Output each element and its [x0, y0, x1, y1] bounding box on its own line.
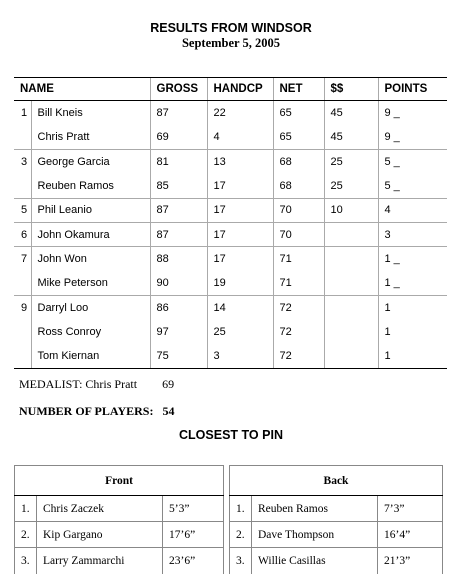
net-cell: 70: [273, 198, 324, 222]
gross-cell: 90: [150, 271, 207, 295]
points-cell: 1 _: [378, 271, 447, 295]
pin-name: Dave Thompson: [252, 522, 378, 548]
result-row: [14, 320, 447, 344]
net-cell: 68: [273, 149, 324, 173]
net-cell: 72: [273, 296, 324, 320]
money-cell: 45: [324, 101, 378, 125]
net-cell: 68: [273, 174, 324, 198]
rank-cell: 7: [14, 247, 31, 271]
name-cell: Tom Kiernan: [31, 344, 150, 368]
money-cell: 25: [324, 174, 378, 198]
pin-name: Kip Gargano: [37, 522, 163, 548]
handcp-cell: 13: [207, 149, 273, 173]
gross-cell: 86: [150, 296, 207, 320]
net-cell: 65: [273, 125, 324, 149]
column-header-net: NET: [273, 78, 324, 101]
pin-distance: 16’4”: [378, 522, 443, 548]
pin-distance: 7’3”: [378, 496, 443, 522]
pin-distance: 21’3”: [378, 548, 443, 574]
closest-to-pin-title: CLOSEST TO PIN: [179, 428, 283, 442]
name-cell: John Won: [31, 247, 150, 271]
column-header-points: POINTS: [378, 78, 447, 101]
name-cell: John Okamura: [31, 222, 150, 246]
name-cell: Mike Peterson: [31, 271, 150, 295]
name-cell: Ross Conroy: [31, 320, 150, 344]
column-header-name: NAME: [14, 78, 150, 101]
pin-distance: 17’6”: [163, 522, 224, 548]
handcp-cell: 17: [207, 198, 273, 222]
money-cell: [324, 296, 378, 320]
pin-name: Willie Casillas: [252, 548, 378, 574]
handcp-cell: 25: [207, 320, 273, 344]
gross-cell: 69: [150, 125, 207, 149]
results-header-row: [14, 78, 447, 101]
name-cell: George Garcia: [31, 149, 150, 173]
handcp-cell: 19: [207, 271, 273, 295]
points-cell: 1: [378, 344, 447, 368]
column-header-handcp: HANDCP: [207, 78, 273, 101]
result-row: [14, 198, 447, 222]
net-cell: 72: [273, 344, 324, 368]
gross-cell: 85: [150, 174, 207, 198]
page-date: September 5, 2005: [181, 36, 281, 50]
pin-name: Chris Zaczek: [37, 496, 163, 522]
results-table: [14, 77, 447, 369]
result-row: [14, 296, 447, 320]
pin-rank: 2.: [15, 522, 37, 548]
back-header: Back: [230, 466, 443, 496]
back-pin-row: [230, 548, 443, 574]
back-pin-row: [230, 522, 443, 548]
net-cell: 72: [273, 320, 324, 344]
medalist-name: Chris Pratt: [85, 377, 138, 391]
handcp-cell: 14: [207, 296, 273, 320]
rank-cell: [14, 320, 31, 344]
rank-cell: 3: [14, 149, 31, 173]
rank-cell: [14, 271, 31, 295]
net-cell: 71: [273, 271, 324, 295]
net-cell: 71: [273, 247, 324, 271]
pin-rank: 1.: [15, 496, 37, 522]
name-cell: Phil Leanio: [31, 198, 150, 222]
front-pin-row: [15, 496, 224, 522]
back-pin-row: [230, 496, 443, 522]
money-cell: 10: [324, 198, 378, 222]
money-cell: 25: [324, 149, 378, 173]
result-row: [14, 271, 447, 295]
gross-cell: 88: [150, 247, 207, 271]
players-count: 54: [162, 404, 175, 418]
medalist-line: [19, 377, 174, 392]
column-header-money: $$: [324, 78, 378, 101]
result-row: [14, 101, 447, 125]
medalist-score: 69: [162, 377, 175, 391]
front-pin-row: [15, 522, 224, 548]
name-cell: Bill Kneis: [31, 101, 150, 125]
rank-cell: 1: [21, 106, 28, 119]
handcp-cell: 4: [207, 125, 273, 149]
gross-cell: 97: [150, 320, 207, 344]
closest-back-table: [229, 465, 443, 574]
net-cell: 70: [273, 222, 324, 246]
handcp-cell: 3: [207, 344, 273, 368]
players-label: NUMBER OF PLAYERS:: [19, 404, 154, 418]
result-row: [14, 125, 447, 149]
medalist-label: MEDALIST:: [19, 377, 83, 391]
pin-name: Larry Zammarchi: [37, 548, 163, 574]
result-row: [14, 174, 447, 198]
gross-cell: 75: [150, 344, 207, 368]
page-title: RESULTS FROM WINDSOR: [150, 21, 312, 35]
handcp-cell: 17: [207, 174, 273, 198]
rank-cell: 9: [14, 296, 31, 320]
points-cell: 5 _: [378, 149, 447, 173]
name-cell: Reuben Ramos: [31, 174, 150, 198]
gross-cell: 87: [150, 198, 207, 222]
money-cell: [324, 271, 378, 295]
gross-cell: 87: [150, 101, 207, 125]
rank-cell: 6: [14, 222, 31, 246]
pin-name: Reuben Ramos: [252, 496, 378, 522]
pin-rank: 3.: [230, 548, 252, 574]
net-cell: 65: [273, 101, 324, 125]
points-cell: 1: [378, 296, 447, 320]
front-header: Front: [15, 466, 224, 496]
points-cell: 4: [378, 198, 447, 222]
rank-cell: [14, 174, 31, 198]
result-row: [14, 222, 447, 246]
money-cell: [324, 344, 378, 368]
name-cell: Darryl Loo: [31, 296, 150, 320]
handcp-cell: 17: [207, 247, 273, 271]
players-line: [19, 404, 174, 419]
money-cell: [324, 247, 378, 271]
result-row: [14, 247, 447, 271]
money-cell: 45: [324, 125, 378, 149]
result-row: [14, 344, 447, 368]
money-cell: [324, 320, 378, 344]
points-cell: 1 _: [378, 247, 447, 271]
rank-cell: [14, 344, 31, 368]
rank-cell: [14, 125, 31, 149]
pin-distance: 5’3”: [163, 496, 224, 522]
result-row: [14, 149, 447, 173]
pin-distance: 23’6”: [163, 548, 224, 574]
money-cell: [324, 222, 378, 246]
column-header-gross: GROSS: [150, 78, 207, 101]
handcp-cell: 22: [207, 101, 273, 125]
gross-cell: 87: [150, 222, 207, 246]
points-cell: 9 _: [378, 125, 447, 149]
front-pin-row: [15, 548, 224, 574]
name-cell: Chris Pratt: [31, 125, 150, 149]
points-cell: 1: [378, 320, 447, 344]
pin-rank: 3.: [15, 548, 37, 574]
pin-rank: 2.: [230, 522, 252, 548]
closest-front-table: [14, 465, 224, 574]
points-cell: 9 _: [378, 101, 447, 125]
points-cell: 3: [378, 222, 447, 246]
gross-cell: 81: [150, 149, 207, 173]
handcp-cell: 17: [207, 222, 273, 246]
rank-cell: 5: [14, 198, 31, 222]
points-cell: 5 _: [378, 174, 447, 198]
pin-rank: 1.: [230, 496, 252, 522]
